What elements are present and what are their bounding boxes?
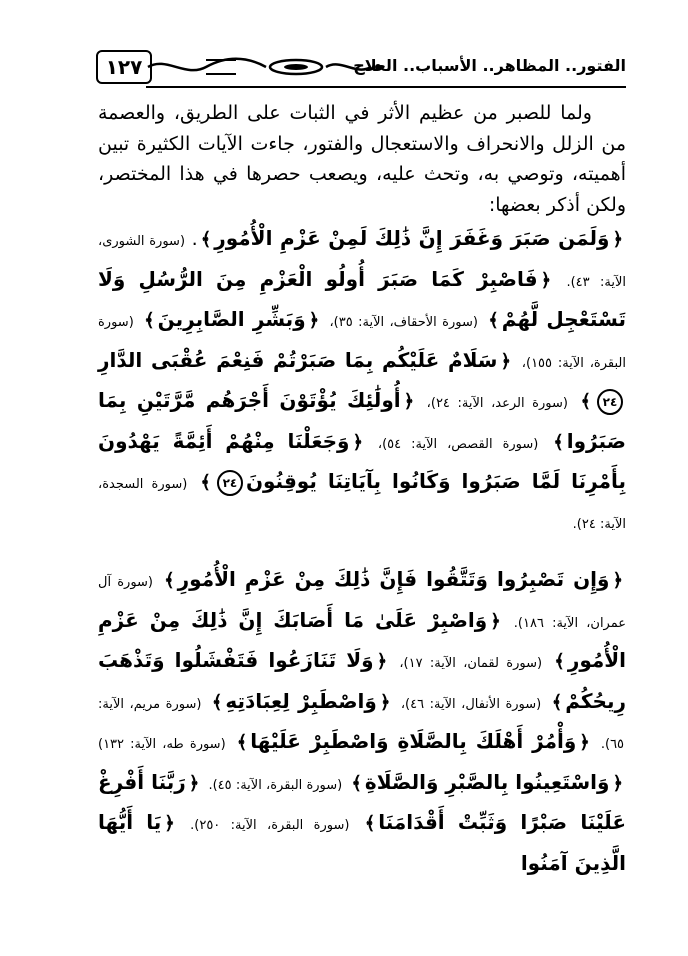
verse-text: وَاسْتَعِينُوا بِالصَّبْرِ وَالصَّلَاةِ (364, 769, 610, 794)
verse-reference: (سورة آل عمران، الآية: ١٨٦). (98, 575, 627, 631)
open-bracket: ﴿ (579, 732, 590, 753)
verse-reference: (سورة البقرة، الآية: ٢٥٠). (190, 818, 350, 833)
open-bracket: ﴿ (403, 391, 415, 412)
verse-text: فَاصْبِرْ كَمَا صَبَرَ أُولُو الْعَزْمِ مِنَ الرُّسُلِ وَلَا تَسْتَعْجِل لَّهُمْ (98, 266, 626, 331)
close-bracket: ﴾ (351, 772, 362, 794)
open-bracket: ﴿ (376, 651, 388, 672)
ayah-number-mark: ٢٤ (217, 470, 243, 496)
verse-item (98, 731, 593, 753)
verse-reference: (سورة الشورى، الآية: ٤٣). (98, 234, 626, 290)
verse-text: وَبَشِّرِ الصَّابِرِينَ (157, 307, 306, 331)
page-content (98, 98, 626, 883)
verse-text: وَإِن تَصْبِرُوا وَتَتَّقُوا فَإِنَّ ذَٰلِكَ مِنْ عَزْمِ الْأُمُورِ (177, 567, 610, 591)
close-bracket: ﴾ (580, 391, 591, 412)
page-header (96, 46, 626, 90)
intro-line: ولما للصبر من عظيم الأثر في الثبات على الطريق، (173, 102, 592, 124)
verse-group-1 (98, 220, 626, 543)
verse-reference: (سورة طه، الآية: ١٣٢) (98, 737, 226, 752)
close-bracket: ﴾ (144, 310, 155, 331)
verse-reference: (سورة لقمان، الآية: ١٧)، (399, 656, 543, 671)
open-bracket: ﴿ (188, 772, 200, 794)
close-bracket: ﴾ (164, 570, 175, 591)
verse-group-2 (98, 561, 626, 883)
intro-line: الآيات الكثيرة تبين أهميته، وتوصي به، وتحث عليه، (98, 132, 626, 185)
verse-reference: (سورة مريم، الآية: ٦٥). (98, 696, 625, 752)
open-bracket: ﴿ (540, 269, 552, 291)
open-bracket: ﴿ (612, 570, 624, 591)
open-bracket: ﴿ (500, 350, 512, 372)
verse-reference: (سورة السجدة، الآية: ٢٤). (98, 477, 626, 532)
verse-suffix: . (191, 228, 198, 250)
close-bracket: ﴾ (236, 732, 248, 753)
verse-text: رَبَّنَا أَفْرِغْ عَلَيْنَا صَبْرًا وَثَبِّتْ أَقْدَامَنَا (98, 769, 626, 834)
intro-line: ويصعب حصرها في هذا المختصر، ولكن أذكر بعضها: (98, 163, 626, 216)
close-bracket: ﴾ (488, 310, 499, 331)
verse-reference: (سورة البقرة، الآية: ٤٥). (208, 777, 343, 793)
verse-item (202, 769, 626, 794)
header-rule (146, 86, 626, 88)
verse-reference: (سورة الرعد، الآية: ٢٤)، (426, 396, 568, 411)
open-bracket: ﴿ (612, 229, 624, 250)
verse-text: سَلَامٌ عَلَيْكُم بِمَا صَبَرْتُمْ فَنِعْمَ عُقْبَى الدَّارِ (98, 347, 498, 372)
close-bracket: ﴾ (364, 813, 376, 834)
close-bracket: ﴾ (200, 229, 212, 250)
ornament-flourish-icon (146, 50, 386, 84)
verse-reference: (سورة القصص، الآية: ٥٤)، (377, 436, 539, 452)
verse-reference: (سورة البقرة، الآية: ١٥٥)، (98, 315, 626, 371)
verse-text: وَاصْبِرْ عَلَىٰ مَا أَصَابَكَ إِنَّ ذَٰلِكَ مِنْ عَزْمِ الْأُمُورِ (98, 607, 626, 672)
page-number: ١٢٧ (96, 50, 152, 84)
verse-text: وَلَمَن صَبَرَ وَغَفَرَ إِنَّ ذَٰلِكَ لَمِنْ عَزْمِ الْأُمُورِ (214, 226, 610, 250)
verse-text: أُولَٰئِكَ يُؤْتَوْنَ أَجْرَهُم مَّرَّتَيْنِ بِمَا صَبَرُوا (98, 388, 626, 453)
open-bracket: ﴿ (379, 691, 391, 713)
ayah-number-mark: ٢٤ (597, 389, 623, 415)
close-bracket: ﴾ (553, 431, 564, 453)
intro-paragraph (98, 98, 626, 220)
verse-text: وَجَعَلْنَا مِنْهُمْ أَئِمَّةً يَهْدُونَ بِأَمْرِنَا لَمَّا صَبَرُوا وَكَانُوا بِآيَاتِنَا يُوقِنُونَ (98, 428, 626, 493)
running-title: الفتور.. المظاهر.. الأسباب.. العلاج (353, 56, 626, 75)
open-bracket: ﴿ (308, 310, 320, 331)
close-bracket: ﴾ (551, 691, 563, 713)
open-bracket: ﴿ (612, 772, 623, 794)
open-bracket: ﴿ (164, 813, 175, 834)
open-bracket: ﴿ (490, 610, 501, 632)
open-bracket: ﴿ (352, 431, 364, 453)
verse-text: يَا أَيُّهَا الَّذِينَ آمَنُوا (98, 810, 626, 875)
verse-reference: (سورة الأنفال، الآية: ٤٦)، (400, 696, 542, 712)
verse-text: وَاصْطَبِرْ لِعِبَادَتِهِ (225, 688, 377, 713)
close-bracket: ﴾ (554, 651, 565, 672)
intro-line: والعصمة من الزلل والانحراف والاستعجال والفتور، جاءت (98, 102, 627, 155)
close-bracket: ﴾ (211, 691, 223, 713)
close-bracket: ﴾ (200, 472, 211, 493)
verse-text: وَلَا تَنَازَعُوا فَتَفْشَلُوا وَتَذْهَبَ رِيحُكُمْ (98, 648, 626, 713)
verse-text: وَأْمُرْ أَهْلَكَ بِالصَّلَاةِ وَاصْطَبِرْ عَلَيْهَا (250, 729, 577, 753)
verse-reference: (سورة الأحقاف، الآية: ٣٥)، (329, 315, 478, 330)
